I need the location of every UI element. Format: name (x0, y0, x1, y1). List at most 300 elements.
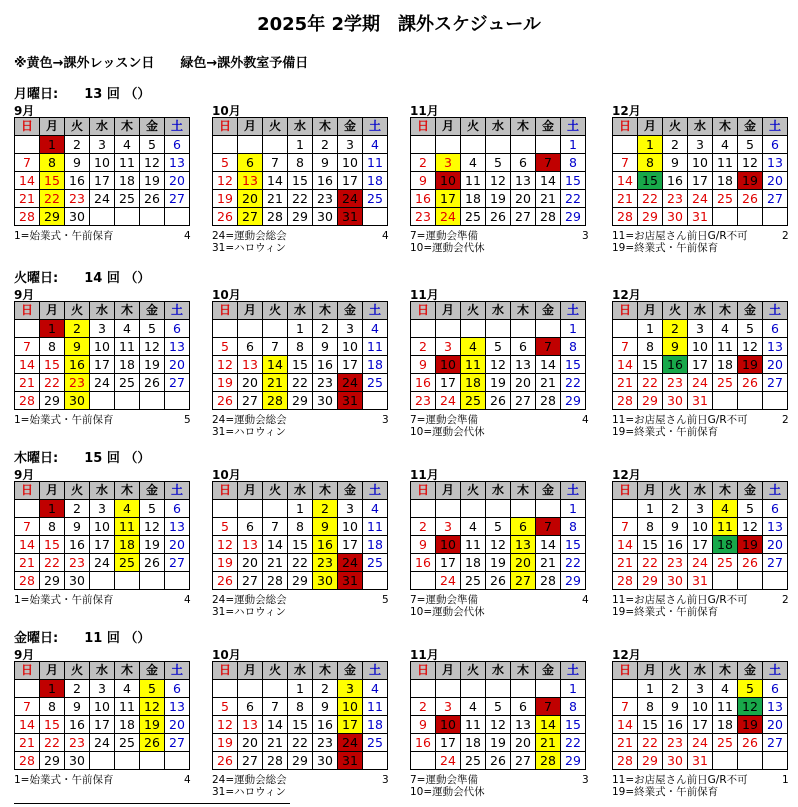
weekday-header: 水 (688, 482, 713, 500)
day-cell: 15 (561, 172, 586, 190)
weekday-header: 金 (536, 482, 561, 500)
day-cell: 28 (536, 392, 561, 410)
week-row (213, 536, 388, 554)
day-cell (115, 752, 140, 770)
day-cell: 19 (486, 190, 511, 208)
week-row (613, 338, 788, 356)
day-cell: 3 (338, 320, 363, 338)
day-cell: 2 (411, 154, 436, 172)
day-cell (536, 136, 561, 154)
day-cell: 16 (411, 554, 436, 572)
day-cell: 4 (461, 338, 486, 356)
day-cell: 28 (15, 572, 40, 590)
week-row (613, 320, 788, 338)
day-cell: 5 (738, 680, 763, 698)
day-cell: 15 (561, 716, 586, 734)
day-cell: 29 (561, 392, 586, 410)
month-calendar (410, 481, 586, 590)
day-cell: 6 (238, 518, 263, 536)
day-cell: 7 (613, 518, 638, 536)
weekday-header: 土 (763, 302, 788, 320)
day-cell: 15 (288, 536, 313, 554)
day-cell: 29 (288, 208, 313, 226)
day-cell: 25 (713, 374, 738, 392)
day-cell (511, 136, 536, 154)
month-notes (212, 414, 287, 438)
day-cell: 15 (288, 356, 313, 374)
day-cell: 21 (536, 374, 561, 392)
day-cell: 11 (363, 338, 388, 356)
day-cell (613, 680, 638, 698)
note-line: 11=お店屋さん前日G/R不可 (612, 774, 748, 786)
week-row (15, 698, 190, 716)
day-cell: 8 (40, 698, 65, 716)
day-cell: 26 (213, 208, 238, 226)
day-cell: 28 (613, 208, 638, 226)
day-cell: 14 (613, 172, 638, 190)
day-cell: 2 (65, 320, 90, 338)
day-cell: 16 (663, 716, 688, 734)
day-cell: 3 (90, 320, 115, 338)
month-notes (14, 414, 113, 426)
day-cell: 26 (486, 572, 511, 590)
month-notes (612, 230, 748, 254)
day-cell: 11 (115, 698, 140, 716)
day-cell: 13 (165, 518, 190, 536)
day-cell: 9 (313, 154, 338, 172)
day-cell: 4 (115, 680, 140, 698)
day-cell: 12 (213, 716, 238, 734)
day-cell: 4 (461, 518, 486, 536)
weekday-header: 金 (338, 118, 363, 136)
week-row (613, 734, 788, 752)
day-cell: 30 (663, 752, 688, 770)
day-cell: 22 (638, 554, 663, 572)
day-cell: 22 (288, 374, 313, 392)
divider-line (14, 803, 290, 804)
day-cell: 17 (688, 356, 713, 374)
day-cell: 17 (90, 356, 115, 374)
day-cell: 28 (613, 752, 638, 770)
day-cell: 12 (738, 518, 763, 536)
day-cell: 31 (338, 572, 363, 590)
day-cell (90, 572, 115, 590)
day-cell: 28 (15, 752, 40, 770)
month-label: 9月 (14, 648, 35, 662)
day-cell: 28 (263, 752, 288, 770)
week-row (613, 518, 788, 536)
day-cell: 30 (65, 392, 90, 410)
day-cell: 20 (511, 554, 536, 572)
month-notes (212, 230, 287, 254)
day-cell: 23 (411, 392, 436, 410)
week-row (15, 554, 190, 572)
day-cell: 25 (115, 374, 140, 392)
day-cell: 17 (436, 734, 461, 752)
day-cell: 12 (140, 338, 165, 356)
day-cell: 3 (338, 136, 363, 154)
day-cell: 4 (363, 680, 388, 698)
day-cell (411, 500, 436, 518)
weekday-header: 金 (536, 302, 561, 320)
week-row (213, 374, 388, 392)
day-cell: 13 (238, 536, 263, 554)
month-calendar (212, 117, 388, 226)
day-cell: 2 (65, 136, 90, 154)
day-cell: 24 (688, 734, 713, 752)
day-cell: 24 (338, 190, 363, 208)
day-cell: 6 (511, 698, 536, 716)
day-cell: 3 (688, 320, 713, 338)
day-cell: 8 (638, 154, 663, 172)
week-row (213, 554, 388, 572)
week-row (411, 536, 586, 554)
day-cell: 18 (115, 716, 140, 734)
note-line: 10=運動会代休 (410, 606, 485, 618)
day-cell (238, 680, 263, 698)
week-row (411, 208, 586, 226)
day-cell: 13 (511, 356, 536, 374)
weekday-header-row (15, 482, 190, 500)
day-cell: 14 (263, 536, 288, 554)
day-cell: 8 (288, 698, 313, 716)
week-row (15, 680, 190, 698)
day-cell: 6 (238, 338, 263, 356)
day-cell: 15 (40, 356, 65, 374)
week-row (613, 554, 788, 572)
day-cell: 29 (288, 752, 313, 770)
day-cell: 20 (238, 374, 263, 392)
week-row (613, 752, 788, 770)
day-cell: 25 (363, 734, 388, 752)
month-label: 9月 (14, 468, 35, 482)
day-cell: 11 (713, 154, 738, 172)
day-cell: 11 (363, 698, 388, 716)
day-cell: 22 (40, 734, 65, 752)
month-notes (14, 774, 113, 786)
day-cell (213, 500, 238, 518)
day-cell: 4 (363, 500, 388, 518)
day-cell: 24 (90, 190, 115, 208)
day-cell: 27 (165, 734, 190, 752)
weekday-header: 木 (313, 118, 338, 136)
day-cell: 28 (15, 392, 40, 410)
weekday-header: 土 (363, 302, 388, 320)
week-row (213, 320, 388, 338)
week-row (213, 356, 388, 374)
day-cell: 17 (338, 536, 363, 554)
day-cell: 17 (436, 190, 461, 208)
day-cell: 27 (238, 208, 263, 226)
month-calendar (14, 481, 190, 590)
weekday-header: 土 (561, 302, 586, 320)
day-cell: 8 (638, 518, 663, 536)
weekday-header: 水 (90, 302, 115, 320)
day-cell: 10 (436, 356, 461, 374)
day-cell: 31 (338, 752, 363, 770)
day-cell: 21 (536, 734, 561, 752)
weekday-header: 水 (486, 482, 511, 500)
day-cell: 1 (40, 680, 65, 698)
day-cell: 10 (436, 536, 461, 554)
day-cell: 7 (613, 338, 638, 356)
day-cell: 12 (486, 536, 511, 554)
day-cell: 14 (536, 716, 561, 734)
day-cell: 1 (40, 500, 65, 518)
day-cell: 10 (688, 154, 713, 172)
day-cell: 24 (338, 734, 363, 752)
day-cell: 24 (436, 752, 461, 770)
week-row (213, 500, 388, 518)
day-cell: 7 (263, 518, 288, 536)
month-calendar (410, 301, 586, 410)
day-cell: 17 (90, 716, 115, 734)
weekday-header-row (213, 118, 388, 136)
day-cell: 15 (288, 716, 313, 734)
day-cell: 19 (140, 536, 165, 554)
day-cell: 1 (288, 500, 313, 518)
week-row (15, 734, 190, 752)
day-cell (411, 136, 436, 154)
weekday-header: 土 (363, 662, 388, 680)
weekday-header: 水 (688, 662, 713, 680)
day-cell (90, 208, 115, 226)
day-cell: 12 (738, 338, 763, 356)
week-row (15, 572, 190, 590)
day-cell: 24 (436, 572, 461, 590)
day-cell: 23 (663, 554, 688, 572)
day-cell: 7 (263, 698, 288, 716)
lesson-count: 5 (382, 594, 389, 606)
day-cell: 11 (115, 338, 140, 356)
weekday-header: 水 (90, 118, 115, 136)
day-cell: 10 (688, 518, 713, 536)
day-cell: 17 (688, 536, 713, 554)
day-cell: 6 (165, 500, 190, 518)
day-cell: 18 (363, 356, 388, 374)
note-line: 24=運動会総会 (212, 230, 287, 242)
day-cell: 31 (338, 208, 363, 226)
day-cell: 12 (140, 698, 165, 716)
weekday-header: 水 (486, 662, 511, 680)
day-cell: 25 (115, 554, 140, 572)
day-cell: 31 (688, 572, 713, 590)
day-cell: 25 (363, 374, 388, 392)
month-label: 10月 (212, 468, 241, 482)
week-row (411, 154, 586, 172)
day-cell: 16 (663, 536, 688, 554)
day-cell: 16 (65, 356, 90, 374)
day-cell (363, 208, 388, 226)
day-cell: 29 (638, 752, 663, 770)
section-heading: 金曜日: 11 回 （） (14, 631, 151, 646)
day-cell: 11 (461, 716, 486, 734)
day-cell: 25 (363, 190, 388, 208)
day-cell: 14 (613, 536, 638, 554)
day-cell: 19 (140, 356, 165, 374)
day-cell: 1 (638, 680, 663, 698)
weekday-header-row (613, 482, 788, 500)
day-cell: 29 (561, 752, 586, 770)
day-cell: 17 (90, 172, 115, 190)
day-cell (213, 136, 238, 154)
day-cell: 10 (338, 338, 363, 356)
week-row (213, 208, 388, 226)
day-cell: 26 (140, 190, 165, 208)
weekday-header: 火 (65, 118, 90, 136)
note-line: 31=ハロウィン (212, 786, 287, 798)
day-cell: 5 (140, 500, 165, 518)
day-cell: 16 (313, 356, 338, 374)
day-cell: 11 (363, 154, 388, 172)
day-cell: 6 (763, 320, 788, 338)
day-cell: 2 (313, 680, 338, 698)
month-calendar (14, 301, 190, 410)
day-cell: 23 (65, 734, 90, 752)
day-cell (461, 680, 486, 698)
weekday-header: 日 (613, 482, 638, 500)
day-cell: 27 (238, 392, 263, 410)
day-cell: 22 (40, 374, 65, 392)
day-cell: 4 (115, 136, 140, 154)
day-cell (140, 392, 165, 410)
section-heading: 木曜日: 15 回 （） (14, 451, 151, 466)
day-cell: 15 (638, 716, 663, 734)
weekday-header: 月 (638, 482, 663, 500)
day-cell: 20 (238, 734, 263, 752)
day-cell: 19 (140, 172, 165, 190)
weekday-header: 木 (713, 302, 738, 320)
day-cell: 30 (313, 572, 338, 590)
weekday-header: 金 (738, 118, 763, 136)
day-cell (486, 680, 511, 698)
day-cell (15, 320, 40, 338)
weekday-header: 水 (288, 662, 313, 680)
day-cell: 2 (411, 338, 436, 356)
day-cell (165, 572, 190, 590)
day-cell: 2 (313, 500, 338, 518)
lesson-count: 3 (582, 230, 589, 242)
weekday-header: 日 (613, 118, 638, 136)
week-row (613, 374, 788, 392)
week-row (213, 136, 388, 154)
day-cell: 27 (511, 208, 536, 226)
day-cell: 22 (561, 734, 586, 752)
weekday-header: 土 (561, 662, 586, 680)
day-cell: 24 (90, 374, 115, 392)
day-cell: 7 (263, 338, 288, 356)
weekday-header: 月 (638, 302, 663, 320)
week-row (15, 356, 190, 374)
day-cell (15, 500, 40, 518)
day-cell (263, 320, 288, 338)
day-cell: 27 (165, 554, 190, 572)
day-cell: 4 (461, 698, 486, 716)
day-cell: 22 (288, 190, 313, 208)
week-row (411, 392, 586, 410)
weekday-header: 木 (313, 302, 338, 320)
day-cell: 25 (713, 734, 738, 752)
day-cell: 5 (738, 500, 763, 518)
week-row (411, 356, 586, 374)
day-cell: 17 (688, 172, 713, 190)
day-cell (763, 572, 788, 590)
day-cell: 21 (15, 190, 40, 208)
day-cell: 2 (663, 500, 688, 518)
lesson-count: 2 (782, 230, 789, 242)
day-cell: 6 (511, 338, 536, 356)
day-cell: 11 (713, 518, 738, 536)
lesson-count: 1 (782, 774, 789, 786)
day-cell: 28 (536, 752, 561, 770)
day-cell: 11 (461, 536, 486, 554)
day-cell: 8 (561, 698, 586, 716)
day-cell: 23 (65, 374, 90, 392)
day-cell: 8 (288, 154, 313, 172)
day-cell: 31 (688, 752, 713, 770)
day-cell: 25 (461, 572, 486, 590)
day-cell: 6 (763, 500, 788, 518)
day-cell: 29 (40, 572, 65, 590)
month-notes (612, 594, 748, 618)
weekday-header: 日 (411, 118, 436, 136)
weekday-header: 日 (15, 118, 40, 136)
weekday-header: 金 (140, 662, 165, 680)
day-cell: 14 (263, 172, 288, 190)
day-cell: 14 (613, 716, 638, 734)
day-cell: 10 (90, 518, 115, 536)
weekday-header: 木 (511, 482, 536, 500)
day-cell: 12 (738, 698, 763, 716)
weekday-header: 月 (436, 482, 461, 500)
day-cell: 24 (90, 554, 115, 572)
weekday-header: 月 (40, 302, 65, 320)
week-row (15, 208, 190, 226)
month-notes (410, 414, 485, 438)
weekday-header-row (15, 118, 190, 136)
weekday-header: 金 (140, 118, 165, 136)
day-cell: 31 (688, 208, 713, 226)
page-title: 2025年 2学期 課外スケジュール (257, 14, 541, 35)
day-cell: 13 (165, 154, 190, 172)
weekday-header: 日 (213, 302, 238, 320)
weekday-header: 火 (65, 482, 90, 500)
week-row (411, 554, 586, 572)
day-cell: 23 (411, 208, 436, 226)
day-cell: 2 (313, 320, 338, 338)
day-cell: 10 (436, 716, 461, 734)
month-label: 11月 (410, 648, 439, 662)
day-cell: 1 (561, 680, 586, 698)
month-notes (410, 230, 485, 254)
week-row (15, 136, 190, 154)
day-cell: 21 (263, 734, 288, 752)
day-cell (436, 680, 461, 698)
day-cell: 10 (688, 338, 713, 356)
day-cell (165, 392, 190, 410)
day-cell: 12 (140, 154, 165, 172)
day-cell: 9 (65, 698, 90, 716)
day-cell: 27 (763, 554, 788, 572)
note-line: 11=お店屋さん前日G/R不可 (612, 230, 748, 242)
day-cell (486, 320, 511, 338)
weekday-header: 水 (688, 118, 713, 136)
day-cell: 21 (263, 374, 288, 392)
weekday-header-row (213, 662, 388, 680)
weekday-header: 日 (613, 662, 638, 680)
weekday-header: 木 (511, 302, 536, 320)
day-cell: 7 (613, 698, 638, 716)
